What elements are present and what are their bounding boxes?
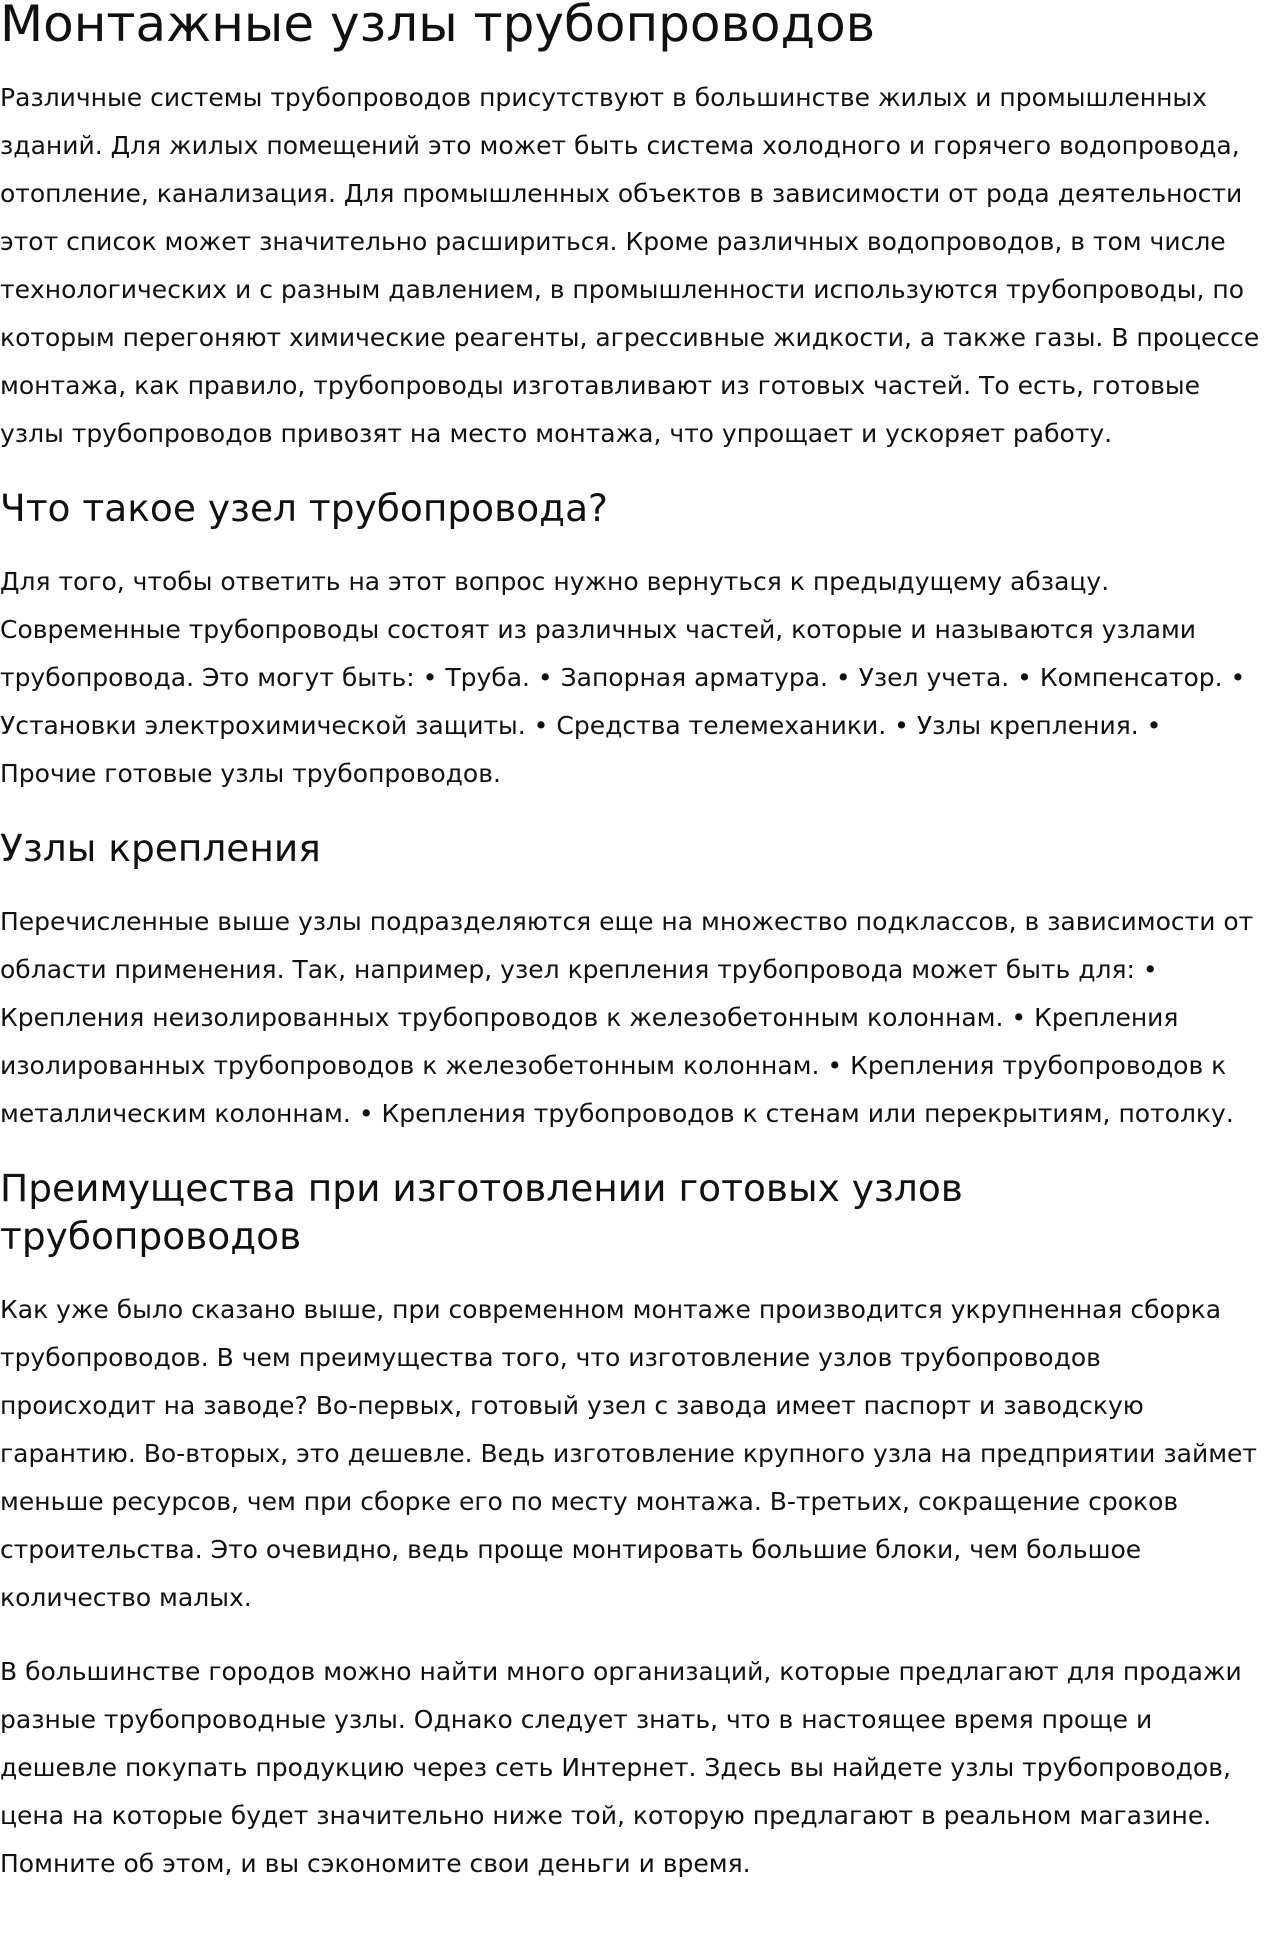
paragraph-gap [0,1260,1264,1286]
section-heading-what-is-pipeline-node: Что такое узел трубопровода? [0,486,608,530]
paragraph-gap [0,1138,1264,1164]
page-title: Монтажные узлы трубопроводов [0,0,876,53]
paragraph-gap [0,532,1264,558]
section-paragraph-advantages: Как уже было сказано выше, при современном монтаже производится укрупненная сборка трубопроводов. В чем преимущества того, что изготовление узлов трубопроводов происходит на заводе? Во-первых, готовый узел с завода имеет паспорт и заводскую гарантию. Во-вторых, это дешевле. Ведь изготовление крупного узла на предприятии займет меньше ресурсов, чем при сборке его по месту монтажа. В-третьих, сокращение сроков строительства. Это очевидно, ведь проще монтировать большие блоки, чем большое количество малых. [0,1295,1257,1612]
paragraph-gap [0,1622,1264,1648]
section-paragraph-what-is-pipeline-node: Для того, чтобы ответить на этот вопрос нужно вернуться к предыдущему абзацу. Современные трубопроводы состоят из различных частей, которые и называются узлами трубопровода. Это могут быть: • Труба. • Запорная арматура. • Узел учета. • Компенсатор. • Установки электрохимической защиты. • Средства телемеханики. • Узлы крепления. • Прочие готовые узлы трубопроводов. [0,567,1246,788]
section-heading-fastening-nodes: Узлы крепления [0,826,321,870]
section-heading-advantages: Преимущества при изготовлении готовых узлов трубопроводов [0,1166,963,1258]
closing-paragraph: В большинстве городов можно найти много организаций, которые предлагают для продажи разные трубопроводные узлы. Однако следует знать, что в настоящее время проще и дешевле покупать продукцию через сеть Интернет. Здесь вы найдете узлы трубопроводов, цена на которые будет значительно ниже той, которую предлагают в реальном магазине. Помните об этом, и вы сэкономите свои деньги и время. [0,1657,1242,1878]
paragraph-gap [0,798,1264,824]
section-paragraph-fastening-nodes: Перечисленные выше узлы подразделяются еще на множество подклассов, в зависимости от области применения. Так, например, узел крепления трубопровода может быть для: • Крепления неизолированных трубопроводов к железобетонным колоннам. • Крепления изолированных трубопроводов к железобетонным колоннам. • Крепления трубопроводов к металлическим колоннам. • Крепления трубопроводов к стенам или перекрытиям, потолку. [0,907,1254,1128]
paragraph-gap [0,458,1264,484]
intro-paragraph: Различные системы трубопроводов присутствуют в большинстве жилых и промышленных зданий. Для жилых помещений это может быть система холодного и горячего водопровода, отопление, канализация. Для промышленных объектов в зависимости от рода деятельности этот список может значительно расшириться. Кроме различных водопроводов, в том числе технологических и с разным давлением, в промышленности используются трубопроводы, по которым перегоняют химические реагенты, агрессивные жидкости, а также газы. В процессе монтажа, как правило, трубопроводы изготавливают из готовых частей. То есть, готовые узлы трубопроводов привозят на место монтажа, что упрощает и ускоряет работу. [0,83,1260,448]
paragraph-gap [0,872,1264,898]
